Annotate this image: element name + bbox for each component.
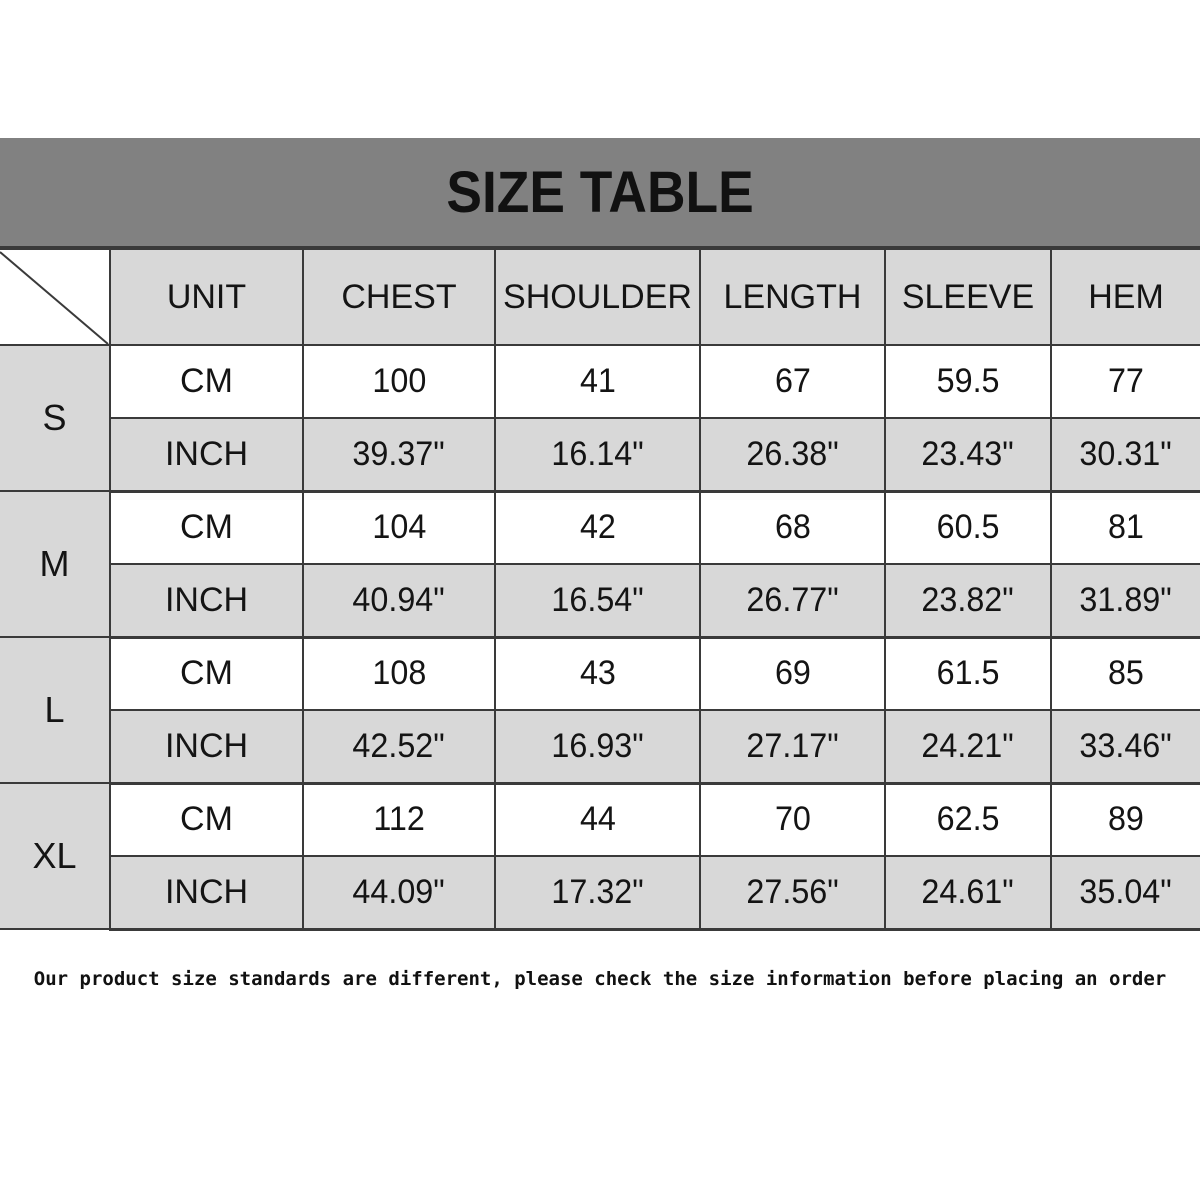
measurement-value: 85 xyxy=(1108,654,1144,693)
measurement-cell xyxy=(303,491,495,564)
measurement-cell xyxy=(495,783,700,856)
measurement-value: 33.46" xyxy=(1079,726,1173,765)
unit-cell: CM xyxy=(110,345,303,418)
measurement-value: 17.32" xyxy=(551,872,644,911)
measurement-cell xyxy=(1051,783,1200,856)
column-header: SHOULDER xyxy=(495,249,700,345)
size-disclaimer-note: Our product size standards are different, please check the size information before placing an order xyxy=(33,968,1167,990)
measurement-cell xyxy=(700,710,885,783)
measurement-value: 59.5 xyxy=(936,362,1000,400)
measurement-cell xyxy=(700,418,885,491)
measurement-value: 100 xyxy=(372,362,426,400)
measurement-cell xyxy=(303,856,495,929)
measurement-cell xyxy=(303,710,495,783)
measurement-value: 67 xyxy=(774,362,811,400)
measurement-cell xyxy=(885,564,1051,637)
measurement-value: 16.93" xyxy=(551,726,644,765)
measurement-cell xyxy=(885,856,1051,929)
measurement-value: 60.5 xyxy=(936,508,1000,547)
column-header: SLEEVE xyxy=(885,249,1051,345)
measurement-value: 39.37" xyxy=(352,434,446,473)
table-row xyxy=(0,856,1200,929)
corner-cell xyxy=(0,249,110,345)
measurement-cell xyxy=(495,856,700,929)
measurement-value: 26.77" xyxy=(746,580,839,619)
measurement-value: 16.14" xyxy=(551,434,644,473)
measurement-value: 44 xyxy=(579,800,616,839)
measurement-value: 42 xyxy=(579,508,616,547)
measurement-value: 108 xyxy=(372,654,426,693)
table-row xyxy=(0,710,1200,783)
unit-cell: INCH xyxy=(110,564,303,637)
diagonal-divider-icon xyxy=(0,250,110,346)
page-title: SIZE TABLE xyxy=(446,159,754,225)
measurement-cell xyxy=(700,783,885,856)
size-table xyxy=(0,248,1200,931)
measurement-cell xyxy=(1051,345,1200,418)
column-header: HEM xyxy=(1051,249,1200,345)
measurement-value: 30.31" xyxy=(1079,434,1173,473)
measurement-cell xyxy=(495,345,700,418)
measurement-cell xyxy=(1051,564,1200,637)
measurement-cell xyxy=(303,783,495,856)
measurement-cell xyxy=(885,418,1051,491)
unit-cell: INCH xyxy=(110,710,303,783)
size-label: L xyxy=(0,637,110,783)
measurement-value: 61.5 xyxy=(936,654,1000,693)
title-bar xyxy=(0,138,1200,248)
measurement-cell xyxy=(1051,418,1200,491)
measurement-value: 35.04" xyxy=(1079,872,1173,911)
measurement-value: 26.38" xyxy=(746,434,839,473)
measurement-value: 69 xyxy=(774,654,811,693)
measurement-value: 40.94" xyxy=(352,580,446,619)
unit-cell: CM xyxy=(110,491,303,564)
measurement-cell xyxy=(885,710,1051,783)
measurement-value: 68 xyxy=(774,508,811,547)
measurement-value: 81 xyxy=(1108,508,1144,547)
measurement-cell xyxy=(303,564,495,637)
measurement-cell xyxy=(700,637,885,710)
measurement-value: 104 xyxy=(372,508,426,547)
size-label: XL xyxy=(0,783,110,929)
measurement-cell xyxy=(303,418,495,491)
measurement-cell xyxy=(885,345,1051,418)
measurement-cell xyxy=(303,345,495,418)
measurement-cell xyxy=(495,564,700,637)
measurement-value: 62.5 xyxy=(936,800,1000,839)
measurement-cell xyxy=(885,783,1051,856)
measurement-value: 23.43" xyxy=(921,434,1015,473)
table-row xyxy=(0,418,1200,491)
measurement-cell xyxy=(495,637,700,710)
measurement-value: 23.82" xyxy=(921,580,1015,619)
table-row xyxy=(0,637,1200,710)
measurement-cell xyxy=(700,856,885,929)
measurement-value: 44.09" xyxy=(352,872,446,911)
measurement-cell xyxy=(1051,491,1200,564)
measurement-value: 77 xyxy=(1108,362,1144,400)
measurement-value: 24.21" xyxy=(921,726,1015,765)
measurement-cell xyxy=(1051,856,1200,929)
measurement-cell xyxy=(495,418,700,491)
measurement-value: 42.52" xyxy=(352,726,446,765)
measurement-value: 43 xyxy=(579,654,616,693)
unit-cell: INCH xyxy=(110,856,303,929)
measurement-value: 24.61" xyxy=(921,872,1015,911)
unit-cell: CM xyxy=(110,783,303,856)
measurement-cell xyxy=(303,637,495,710)
measurement-cell xyxy=(495,491,700,564)
measurement-value: 27.56" xyxy=(746,872,839,911)
measurement-value: 27.17" xyxy=(746,726,839,765)
measurement-value: 112 xyxy=(373,800,425,839)
table-row xyxy=(0,783,1200,856)
measurement-value: 16.54" xyxy=(551,580,644,619)
measurement-cell xyxy=(1051,710,1200,783)
unit-cell: CM xyxy=(110,637,303,710)
measurement-cell xyxy=(885,491,1051,564)
measurement-value: 41 xyxy=(579,362,616,400)
measurement-value: 70 xyxy=(774,800,811,839)
column-header: LENGTH xyxy=(700,249,885,345)
measurement-cell xyxy=(495,710,700,783)
table-row xyxy=(0,564,1200,637)
column-header: CHEST xyxy=(303,249,495,345)
measurement-value: 89 xyxy=(1108,800,1144,839)
size-label: S xyxy=(0,345,110,491)
measurement-value: 31.89" xyxy=(1079,580,1173,619)
measurement-cell xyxy=(700,564,885,637)
table-row xyxy=(0,491,1200,564)
measurement-cell xyxy=(700,491,885,564)
size-label: M xyxy=(0,491,110,637)
measurement-cell xyxy=(1051,637,1200,710)
unit-cell: INCH xyxy=(110,418,303,491)
column-header: UNIT xyxy=(110,249,303,345)
table-header-row xyxy=(0,249,1200,345)
measurement-cell xyxy=(700,345,885,418)
measurement-cell xyxy=(885,637,1051,710)
table-row xyxy=(0,345,1200,418)
